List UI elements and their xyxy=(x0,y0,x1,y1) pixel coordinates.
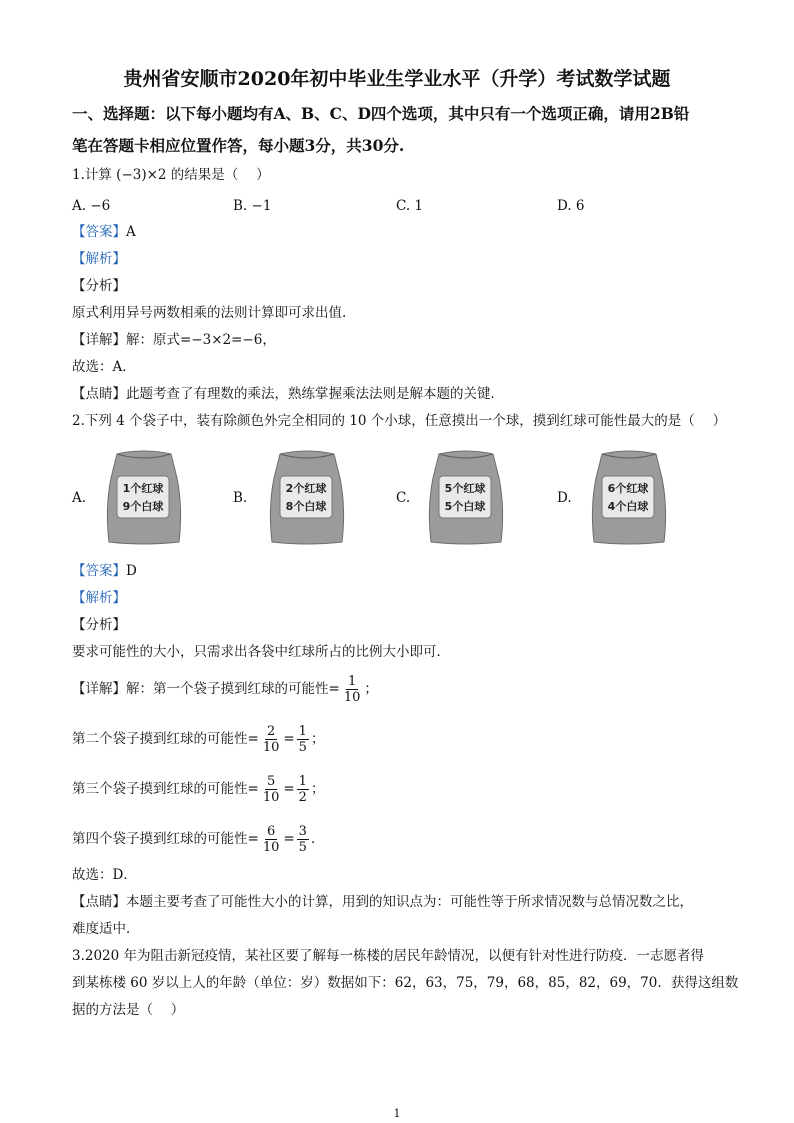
fraction xyxy=(297,724,309,755)
q2-detail-line4 xyxy=(72,824,324,855)
q2-fenxi-text: 要求可能性的大小，只需求出各袋中红球所占的比例大小即可． xyxy=(72,644,450,660)
fraction-denominator: 2 xyxy=(298,790,307,805)
detail-text: 第二个袋子摸到红球的可能性= xyxy=(72,731,259,747)
punctuation: ； xyxy=(310,731,325,747)
bag-a-image xyxy=(103,448,185,546)
q1-option-d: D. 6 xyxy=(557,198,585,214)
bag-c-line1: 5个红球 xyxy=(444,482,486,495)
detail-text: 第三个袋子摸到红球的可能性= xyxy=(72,781,259,797)
answer-tag: 【答案】 xyxy=(72,224,126,240)
q2-comment-line2: 难度适中． xyxy=(72,921,140,937)
q1-comment xyxy=(72,385,504,403)
bag-a-line2: 9个白球 xyxy=(122,500,164,513)
q2-option-c-label: C. xyxy=(396,490,411,506)
fraction-numerator: 1 xyxy=(298,724,307,739)
page-number: 1 xyxy=(393,1107,401,1120)
q2-detail-line2 xyxy=(72,724,324,755)
fraction-numerator: 1 xyxy=(347,674,357,689)
bag-a-line1: 1个红球 xyxy=(122,482,164,495)
q3-stem-line1: 3.2020 年为阻击新冠疫情，某社区要了解每一栋楼的居民年龄情况，以便有针对性进行防疫．一志愿者得 xyxy=(72,948,705,964)
bag-b-line2: 8个白球 xyxy=(285,500,327,513)
detail-tag: 【详解】 xyxy=(72,681,126,697)
q2-fenxi-tag: 【分析】 xyxy=(72,617,126,633)
bag-b-line1: 2个红球 xyxy=(285,482,327,495)
bag-d-line2: 4个白球 xyxy=(607,500,649,513)
fraction xyxy=(297,774,309,805)
q2-option-b-label: B. xyxy=(233,490,248,506)
bag-d-line1: 6个红球 xyxy=(607,482,649,495)
fraction-denominator: 5 xyxy=(298,840,307,855)
detail-tag: 【详解】 xyxy=(72,332,126,348)
detail-text: 第四个袋子摸到红球的可能性= xyxy=(72,831,259,847)
q1-option-c: C. 1 xyxy=(396,198,424,214)
fraction-denominator: 5 xyxy=(298,740,307,755)
bag-c-line2: 5个白球 xyxy=(444,500,486,513)
fraction-numerator: 1 xyxy=(298,774,307,789)
fraction-numerator: 2 xyxy=(266,724,276,739)
q2-choose: 故选：D． xyxy=(72,867,137,883)
q2-detail-line1 xyxy=(72,674,378,705)
q2-option-a-label: A. xyxy=(72,490,87,506)
q3-stem-line3: 据的方法是（ ） xyxy=(72,1002,185,1018)
section-heading-line2: 笔在答题卡相应位置作答，每小题3分，共30分. xyxy=(72,136,405,155)
fraction xyxy=(261,774,282,805)
answer-tag: 【答案】 xyxy=(72,563,126,579)
q2-option-d-label: D. xyxy=(557,490,572,506)
punctuation: ． xyxy=(310,831,325,847)
q3-stem-line2: 到某栋楼 60 岁以上人的年龄（单位：岁）数据如下：62，63，75，79，68，85，82，69，70．获得这组数 xyxy=(72,975,739,991)
bag-d-image xyxy=(588,448,670,546)
q2-comment xyxy=(72,893,693,911)
punctuation: ； xyxy=(364,681,378,697)
q2-detail-line3 xyxy=(72,774,324,805)
q2-analysis-tag: 【解析】 xyxy=(72,590,126,606)
section-heading-line1: 一、选择题：以下每小题均有A、B、C、D四个选项，其中只有一个选项正确，请用2B铅 xyxy=(72,104,690,123)
q1-analysis-tag: 【解析】 xyxy=(72,251,126,267)
q1-stem: 1.计算 (−3)×2 的结果是（ ） xyxy=(72,167,270,183)
fraction-denominator: 10 xyxy=(343,690,361,705)
q1-answer xyxy=(72,223,136,241)
fraction xyxy=(261,824,282,855)
comment-text: 此题考查了有理数的乘法，熟练掌握乘法法则是解本题的关键． xyxy=(126,386,504,402)
fraction-numerator: 5 xyxy=(266,774,276,789)
q1-fenxi-text: 原式利用异号两数相乘的法则计算即可求出值. xyxy=(72,305,347,321)
comment-text: 本题主要考查了可能性大小的计算，用到的知识点为：可能性等于所求情况数与总情况数之比， xyxy=(126,894,693,910)
page-title: 贵州省安顺市2020年初中毕业生学业水平（升学）考试数学试题 xyxy=(123,68,671,90)
fraction xyxy=(297,824,309,855)
fraction-numerator: 6 xyxy=(266,824,276,839)
equals: = xyxy=(283,831,295,847)
detail-text: 解：第一个袋子摸到红球的可能性= xyxy=(126,681,340,697)
q2-stem: 2.下列 4 个袋子中，装有除颜色外完全相同的 10 个小球，任意摸出一个球，摸到红球可能性最大的是（ ） xyxy=(72,413,727,429)
q1-fenxi-tag: 【分析】 xyxy=(72,278,126,294)
punctuation: ； xyxy=(310,781,325,797)
fraction-denominator: 10 xyxy=(262,740,280,755)
comment-tag: 【点睛】 xyxy=(72,386,126,402)
comment-tag: 【点睛】 xyxy=(72,894,126,910)
fraction xyxy=(261,724,282,755)
equals: = xyxy=(283,731,295,747)
q1-option-b: B. −1 xyxy=(233,198,272,214)
detail-text: 解：原式=−3×2=−6， xyxy=(126,332,276,348)
equals: = xyxy=(283,781,295,797)
q1-choose: 故选：A． xyxy=(72,359,136,375)
fraction-denominator: 10 xyxy=(262,790,280,805)
answer-value: A xyxy=(126,224,136,240)
fraction-numerator: 3 xyxy=(298,824,307,839)
q1-option-a: A. −6 xyxy=(72,198,111,214)
fraction-denominator: 10 xyxy=(262,840,280,855)
q1-detail xyxy=(72,331,276,349)
bag-c-image xyxy=(425,448,507,546)
q2-answer xyxy=(72,562,137,580)
fraction xyxy=(342,674,363,705)
bag-b-image xyxy=(266,448,348,546)
answer-value: D xyxy=(126,563,137,579)
